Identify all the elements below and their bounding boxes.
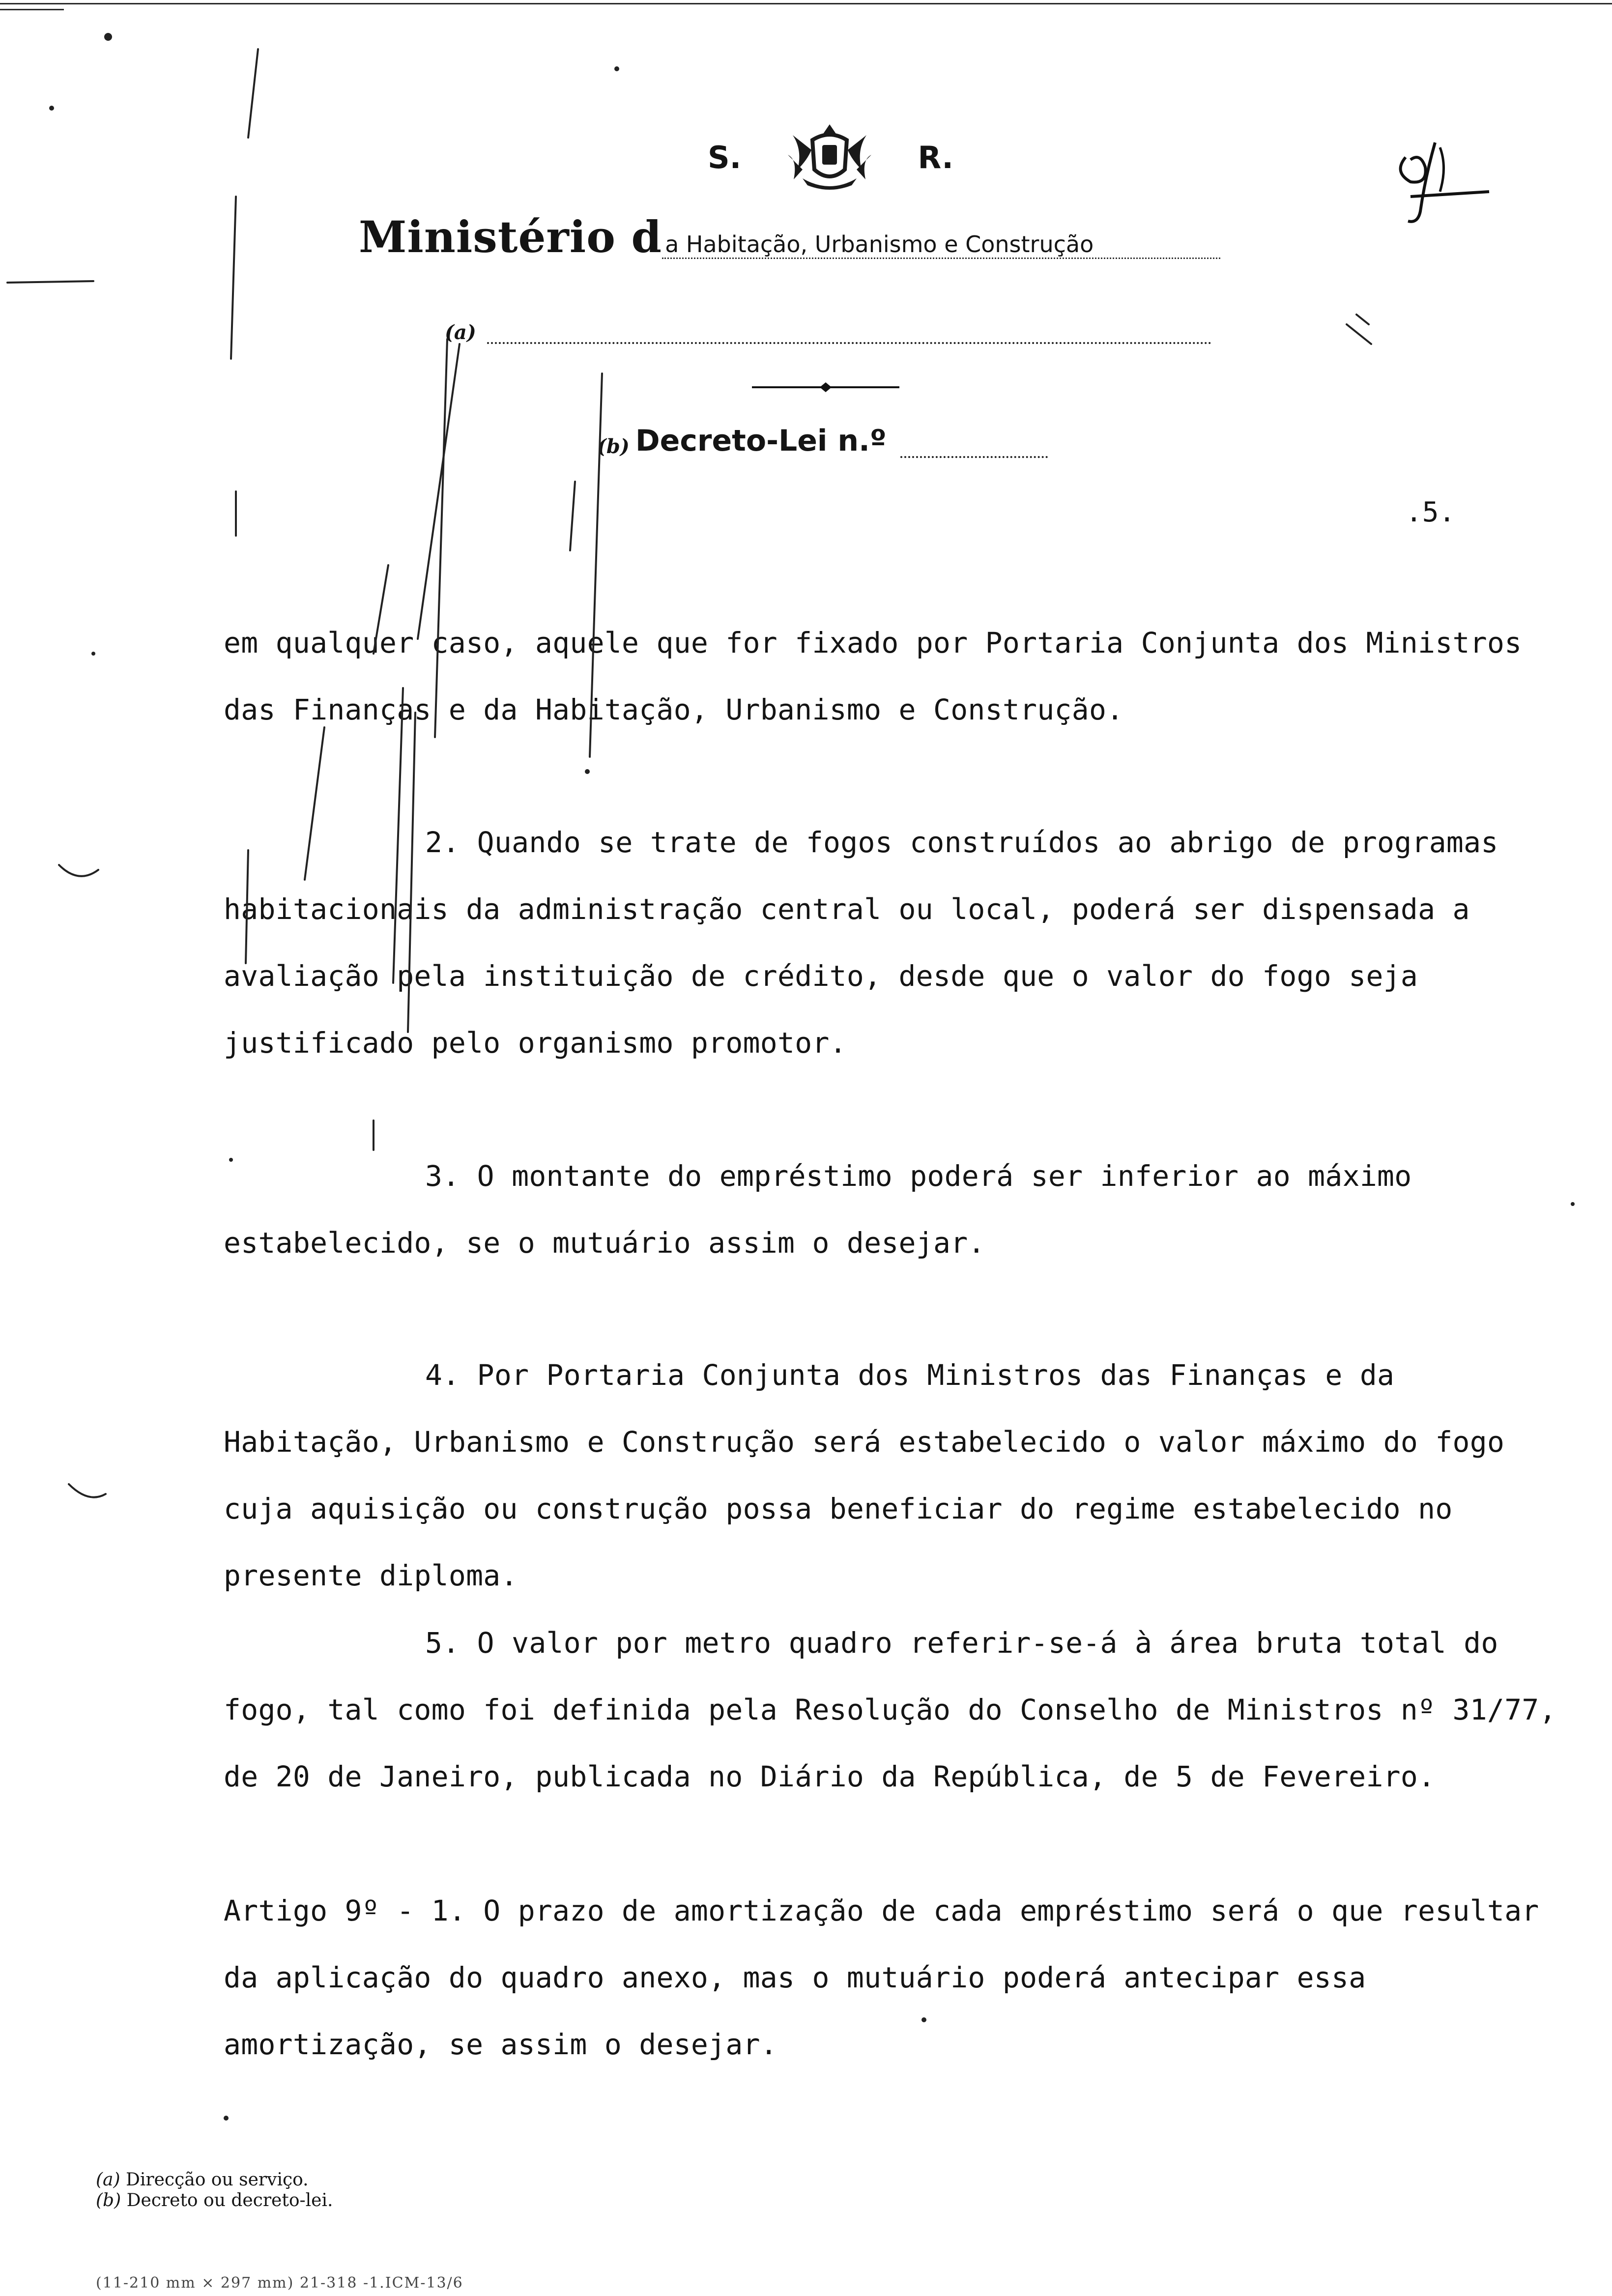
direction-line-label: (a) <box>445 321 476 344</box>
header-r-letter: R. <box>918 139 953 175</box>
decree-line <box>597 424 1048 458</box>
paragraph-4: 4. Por Portaria Conjunta dos Ministros das Finanças e da Habitação, Urbanismo e Construção será estabelecido o valor máximo do fogo cuja aquisição ou construção possa beneficiar do regime estabelecido no presente diploma. <box>224 1358 1522 1592</box>
print-code: (11-210 mm × 297 mm) 21-318 -1.ICM-13/6 <box>96 2274 463 2292</box>
decree-text: Decreto-Lei n.º <box>635 424 887 458</box>
article-9-paragraph: Artigo 9º - 1. O prazo de amortização de cada empréstimo será o que resultar da aplicação do quadro anexo, mas o mutuário poderá antecipar essa amortização, se assim o desejar. <box>224 1894 1556 2061</box>
decree-number-field <box>900 450 1048 458</box>
footnote-a <box>96 2170 333 2190</box>
ministry-title-name: a Habitação, Urbanismo e Construção <box>662 231 1220 259</box>
paragraph-5: 5. O valor por metro quadro referir-se-á à área bruta total do fogo, tal como foi definida pela Resolução do Conselho de Ministros nº 31/77, de 20 de Janeiro, publicada no Diário da República, de 5 de Fevereiro. <box>224 1626 1574 1793</box>
header-s-letter: S. <box>708 139 742 175</box>
state-header <box>708 125 953 189</box>
paragraph-2: 2. Quando se trate de fogos construídos ao abrigo de programas habitacionais da administração central ou local, poderá ser dispensada a avaliação pela instituição de crédito, desde que o valor do fogo seja justificado pelo organismo promotor. <box>224 826 1516 1060</box>
paragraph-continuation: em qualquer caso, aquele que for fixado por Portaria Conjunta dos Ministros das Finanças e da Habitação, Urbanismo e Construção. <box>224 626 1539 726</box>
footnote-b <box>96 2190 333 2211</box>
coat-of-arms-icon <box>783 120 876 194</box>
footnote-a-label: (a) <box>96 2170 120 2190</box>
handwritten-signature <box>1391 138 1504 236</box>
footnotes <box>96 2170 333 2211</box>
top-border-line <box>0 3 1612 4</box>
ministry-title-lead: Ministério d <box>359 211 662 262</box>
ministry-title <box>359 211 1220 262</box>
direction-line <box>445 315 1211 344</box>
footnote-a-text: Direcção ou serviço. <box>126 2170 309 2190</box>
page-number: .5. <box>1406 496 1456 528</box>
footnote-b-label: (b) <box>96 2190 121 2210</box>
top-border-line-short <box>0 9 64 10</box>
decree-label-b: (b) <box>597 435 630 458</box>
footnote-b-text: Decreto ou decreto-lei. <box>126 2190 333 2210</box>
paragraph-3: 3. O montante do empréstimo poderá ser inferior ao máximo estabelecido, se o mutuário assim o desejar. <box>224 1159 1429 1260</box>
ornament-divider <box>752 381 899 393</box>
direction-dotted-field <box>487 337 1211 344</box>
